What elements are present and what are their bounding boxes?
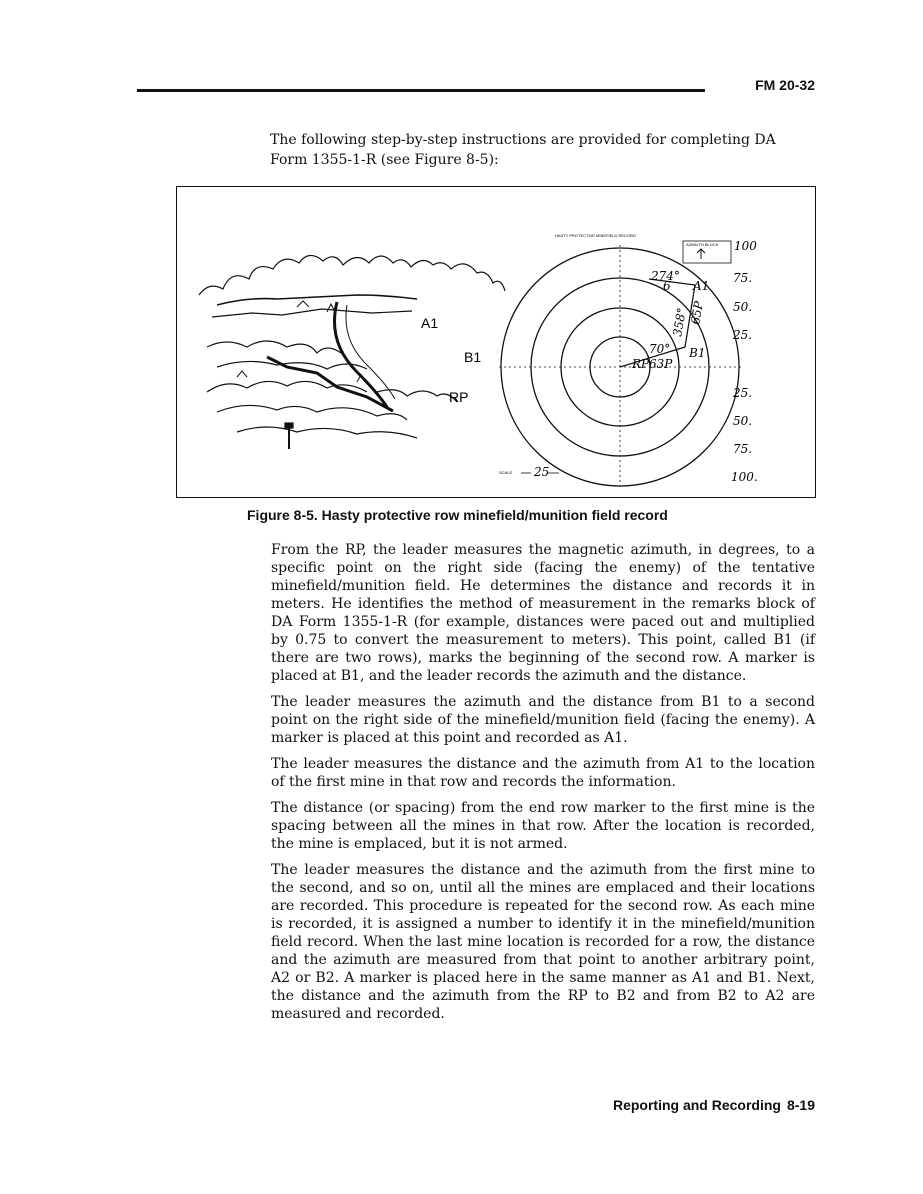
range-mark-50-lower: 50. — [733, 414, 753, 428]
header-rule — [137, 89, 705, 92]
form-title: HASTY PROTECTIVE MINEFIELD RECORD — [555, 233, 636, 238]
figure-8-5 — [176, 186, 816, 498]
range-mark-100-lower: 100. — [731, 470, 758, 484]
range-mark-50-upper: 50. — [733, 300, 753, 314]
scale-label: SCALE — [499, 470, 513, 475]
annotation-dist-65: 65P — [688, 300, 707, 326]
annotation-rp: RP — [632, 357, 650, 371]
figure-caption: Figure 8-5. Hasty protective row minefield/munition field record — [247, 507, 668, 523]
annotation-b1: B1 — [689, 346, 706, 360]
annotation-dist-6: 6 — [663, 279, 671, 293]
paragraph: From the RP, the leader measures the magnetic azimuth, in degrees, to a specific point on the right side (facing the enemy) of the tentative minefield/munition field. He determines the distance and records it in meters. He identifies the method of measurement in the remarks block of DA Form 1355-1-R (for example, distances were paced out and multiplied by 0.75 to convert the measurement to meters). This point, called B1 (if there are two rows), marks the beginning of the second row. A marker is placed at B1, and the leader records the azimuth and the distance. — [271, 542, 815, 684]
annotation-az-274: 274° — [651, 269, 680, 283]
annotation-az-358: 358° — [670, 306, 689, 338]
range-mark-75-upper: 75. — [733, 271, 753, 285]
record-form — [499, 233, 758, 489]
treeline-outline — [199, 255, 505, 295]
range-mark-25-upper: 25. — [733, 328, 753, 342]
scale-value: 25 — [534, 465, 550, 479]
terrain-label-a1: A1 — [421, 315, 439, 331]
paragraph: The leader measures the distance and the azimuth from A1 to the location of the first mine in that row and records the information. — [271, 756, 815, 790]
range-mark-25-lower: 25. — [733, 386, 753, 400]
terrain-sketch — [199, 255, 505, 449]
range-100-top: 100 — [734, 239, 757, 253]
terrain-label-rp: RP — [449, 389, 469, 405]
paragraph: The leader measures the azimuth and the distance from B1 to a second point on the right side of the minefield/munition field (facing the enemy). A marker is placed at this point and recorded as A1. — [271, 694, 815, 746]
document-code: FM 20-32 — [755, 77, 815, 93]
annotation-az-70: 70° — [649, 342, 671, 356]
figure-illustration — [177, 187, 817, 499]
page-number: 8-19 — [786, 1097, 815, 1113]
intro-paragraph: The following step-by-step instructions are provided for completing DA Form 1355-1-R (see Figure 8-5): — [270, 132, 776, 168]
annotation-a1: A1 — [693, 279, 710, 293]
azimuth-block-label: AZIMUTH BLOCK — [686, 242, 719, 247]
footer-section: Reporting and Recording — [612, 1097, 781, 1113]
paragraph: The distance (or spacing) from the end row marker to the first mine is the spacing between all the mines in that row. After the location is recorded, the mine is emplaced, but it is not armed. — [271, 800, 815, 852]
annotation-dist-63: 63P — [649, 357, 673, 371]
paragraph: The leader measures the distance and the azimuth from the first mine to the second, and so on, until all the mines are emplaced and their locations are recorded. This procedure is repeated for the second row. As each mine is recorded, it is assigned a number to identify it in the minefield/munition field record. When the last mine location is recorded for a row, the distance and the azimuth are measured from that point to another arbitrary point, A2 or B2. A marker is placed here in the same manner as A1 and B1. Next, the distance and the azimuth from the RP to B2 and from B2 to A2 are measured and recorded. — [271, 862, 815, 1022]
range-mark-75-lower: 75. — [733, 442, 753, 456]
terrain-label-b1: B1 — [464, 349, 482, 365]
page-footer — [613, 1097, 815, 1113]
body-text — [271, 541, 815, 1031]
